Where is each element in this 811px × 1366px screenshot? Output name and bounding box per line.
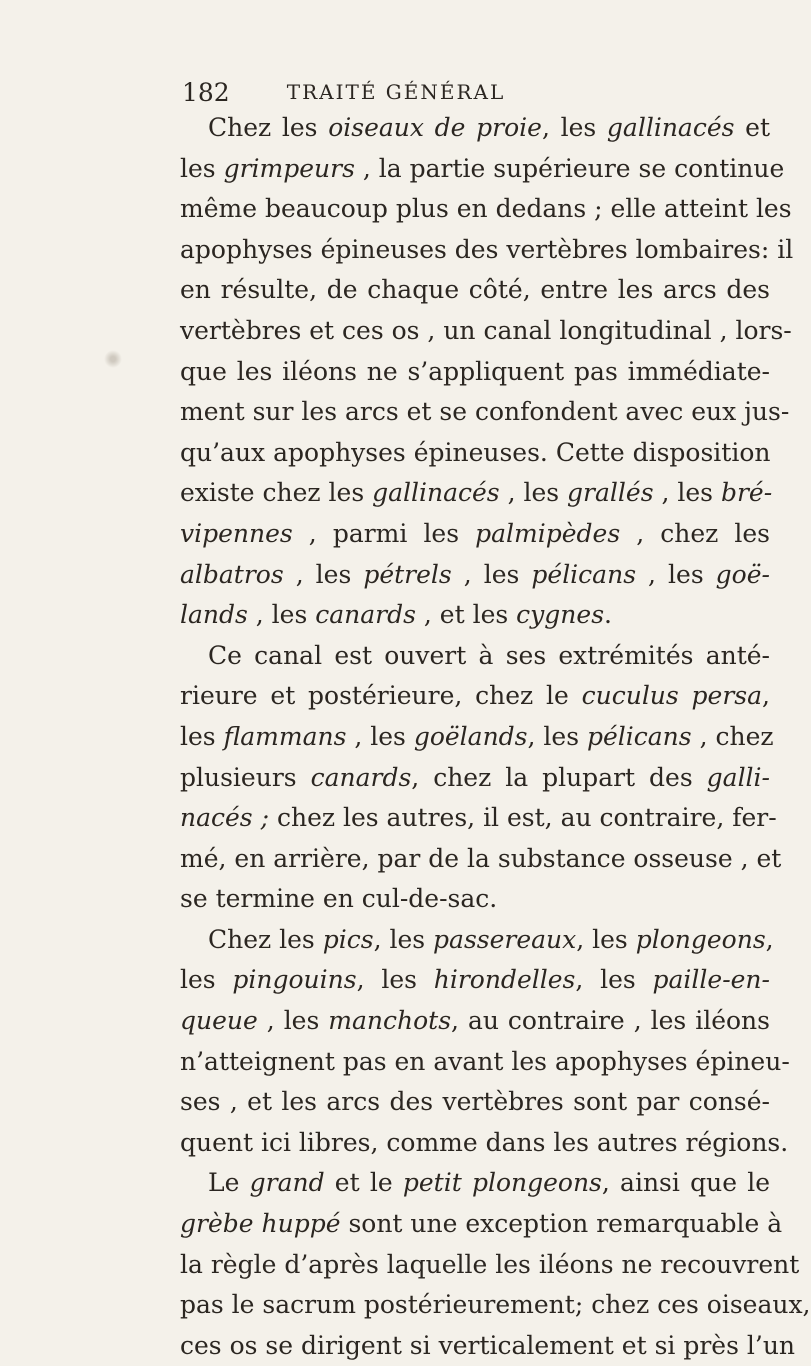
text-line [180,717,774,758]
italic-term: gallinacés [372,478,500,508]
text-segment: , les [257,1006,329,1036]
text-segment: , chez [691,721,774,751]
text-segment: plusieurs [180,762,311,792]
text-segment: et [734,113,770,142]
text-line [180,595,770,636]
text-line [180,433,770,474]
italic-term: queue [180,1006,258,1036]
text-line [180,1082,770,1123]
text-line [180,1326,796,1366]
text-segment: apophyses épineuses des vertèbres lombaires: il [180,234,794,264]
italic-term: nacés ; [180,803,270,833]
text-line [180,108,770,149]
italic-term: paille-en- [652,965,770,995]
italic-term: petit plongeons [402,1168,602,1198]
text-segment: les [180,965,233,995]
text-segment: même beaucoup plus en dedans ; elle atteint les [180,194,792,224]
text-line [180,1285,811,1326]
text-line [180,189,792,230]
text-line [180,1001,770,1042]
text-segment: ces os se dirigent si verticalement et si près l’un [180,1330,796,1360]
text-segment: les [180,153,224,183]
italic-term: pétrels [363,559,452,589]
text-segment: Le [208,1168,250,1198]
text-segment: pas le sacrum postérieurement; chez ces oiseaux, [180,1290,811,1320]
italic-term: oiseaux de proie [328,113,542,142]
italic-term: grand [249,1168,325,1198]
text-segment: Chez les [208,113,329,142]
text-segment: , les [653,478,721,508]
running-title: TRAITÉ GÉNÉRAL [286,80,506,104]
text-segment: , les [356,965,434,995]
italic-term: galli- [706,762,770,792]
text-segment: existe chez les [180,478,373,508]
text-line [180,1204,783,1245]
text-line [180,149,785,190]
italic-term: passereaux [433,924,577,954]
text-segment: ment sur les arcs et se confondent avec eux jus- [180,397,790,427]
page-number: 182 [182,78,230,107]
italic-term: bré- [720,478,773,508]
italic-term: grimpeurs [223,153,355,183]
text-line [180,473,773,514]
text-segment: , et les [415,600,517,630]
text-segment: rieure et postérieure, chez le [180,681,582,711]
text-segment: , les [283,559,364,589]
text-line [180,555,770,596]
text-segment: sont une exception remarquable à [340,1209,783,1239]
italic-term: palmipèdes [475,518,621,548]
text-line [180,839,782,880]
text-segment: chez les autres, il est, au contraire, fer- [269,803,777,833]
text-line [180,311,792,352]
italic-term: grallés [567,478,654,508]
italic-term: plongeons [635,924,766,954]
text-line [180,1042,790,1083]
text-segment: , les [499,478,568,508]
text-segment: , les [346,721,414,751]
italic-term: lands [180,600,248,630]
text-segment: et le [324,1168,403,1198]
text-line [180,514,770,555]
text-segment: les [180,721,224,751]
text-segment: , chez les [620,518,770,548]
italic-term: flammans [223,721,347,751]
italic-term: hirondelles [433,965,576,995]
text-segment: , parmi les [292,518,476,548]
text-segment: se termine en cul-de-sac. [180,884,498,914]
italic-term: pingouins [232,965,357,995]
italic-term: manchots [328,1006,452,1036]
italic-term: vipennes [180,518,293,548]
italic-term: gallinacés [606,113,735,142]
text-segment: que les iléons ne s’appliquent pas immédiate- [180,356,770,386]
text-line [180,1123,789,1164]
italic-term: canards [310,762,412,792]
text-segment: , [765,924,774,954]
text-segment: , au contraire , les iléons [451,1006,770,1036]
text-segment: , les [373,924,434,954]
text-segment: , les [247,600,316,630]
italic-term: pélicans [531,559,637,589]
italic-term: pélicans [586,721,692,751]
text-segment: quent ici libres, comme dans les autres régions. [180,1127,789,1157]
text-segment: , la partie supérieure se continue [354,153,785,183]
text-line [180,352,770,393]
text-segment: Chez les [208,924,323,954]
text-line [180,1163,770,1204]
italic-term: albatros [180,559,284,589]
text-segment: . [604,600,612,630]
italic-term: pics [322,924,374,954]
text-line [180,920,774,961]
italic-term: canards [315,600,416,630]
text-line [180,758,770,799]
text-segment: , les [541,113,607,142]
italic-term: goëlands [413,721,528,751]
text-segment: , [762,681,770,711]
text-line [180,960,770,1001]
text-line [180,230,794,271]
text-segment: ses , et les arcs des vertèbres sont par consé- [180,1087,770,1117]
text-segment: , les [527,721,587,751]
text-line [180,798,777,839]
text-segment: mé, en arrière, par de la substance osseuse , et [180,843,782,873]
text-line [180,392,790,433]
text-segment: la règle d’après laquelle les iléons ne recouvrent [180,1249,800,1279]
italic-term: cuculus persa [581,681,763,711]
text-segment: , les [451,559,532,589]
text-line [180,676,770,717]
text-segment: qu’aux apophyses épineuses. Cette disposition [180,437,771,467]
text-segment: en résulte, de chaque côté, entre les arcs des [180,275,770,305]
text-segment: , les [575,965,653,995]
text-segment: n’atteignent pas en avant les apophyses épineu- [180,1046,790,1076]
italic-term: goë- [715,559,770,589]
text-segment: vertèbres et ces os , un canal longitudinal , lors- [180,315,792,345]
text-segment: , les [576,924,636,954]
italic-term: cygnes [516,600,605,630]
text-line [180,636,770,677]
italic-term: grèbe huppé [180,1209,341,1239]
margin-stain [104,350,122,368]
text-line [180,879,770,920]
text-segment: , chez la plupart des [411,762,707,792]
text-segment: , ainsi que le [601,1168,770,1198]
text-line [180,270,770,311]
body-text [180,108,811,1366]
text-segment: , les [636,559,716,589]
text-segment: Ce canal est ouvert à ses extrémités anté- [208,640,770,670]
text-line [180,1245,800,1286]
